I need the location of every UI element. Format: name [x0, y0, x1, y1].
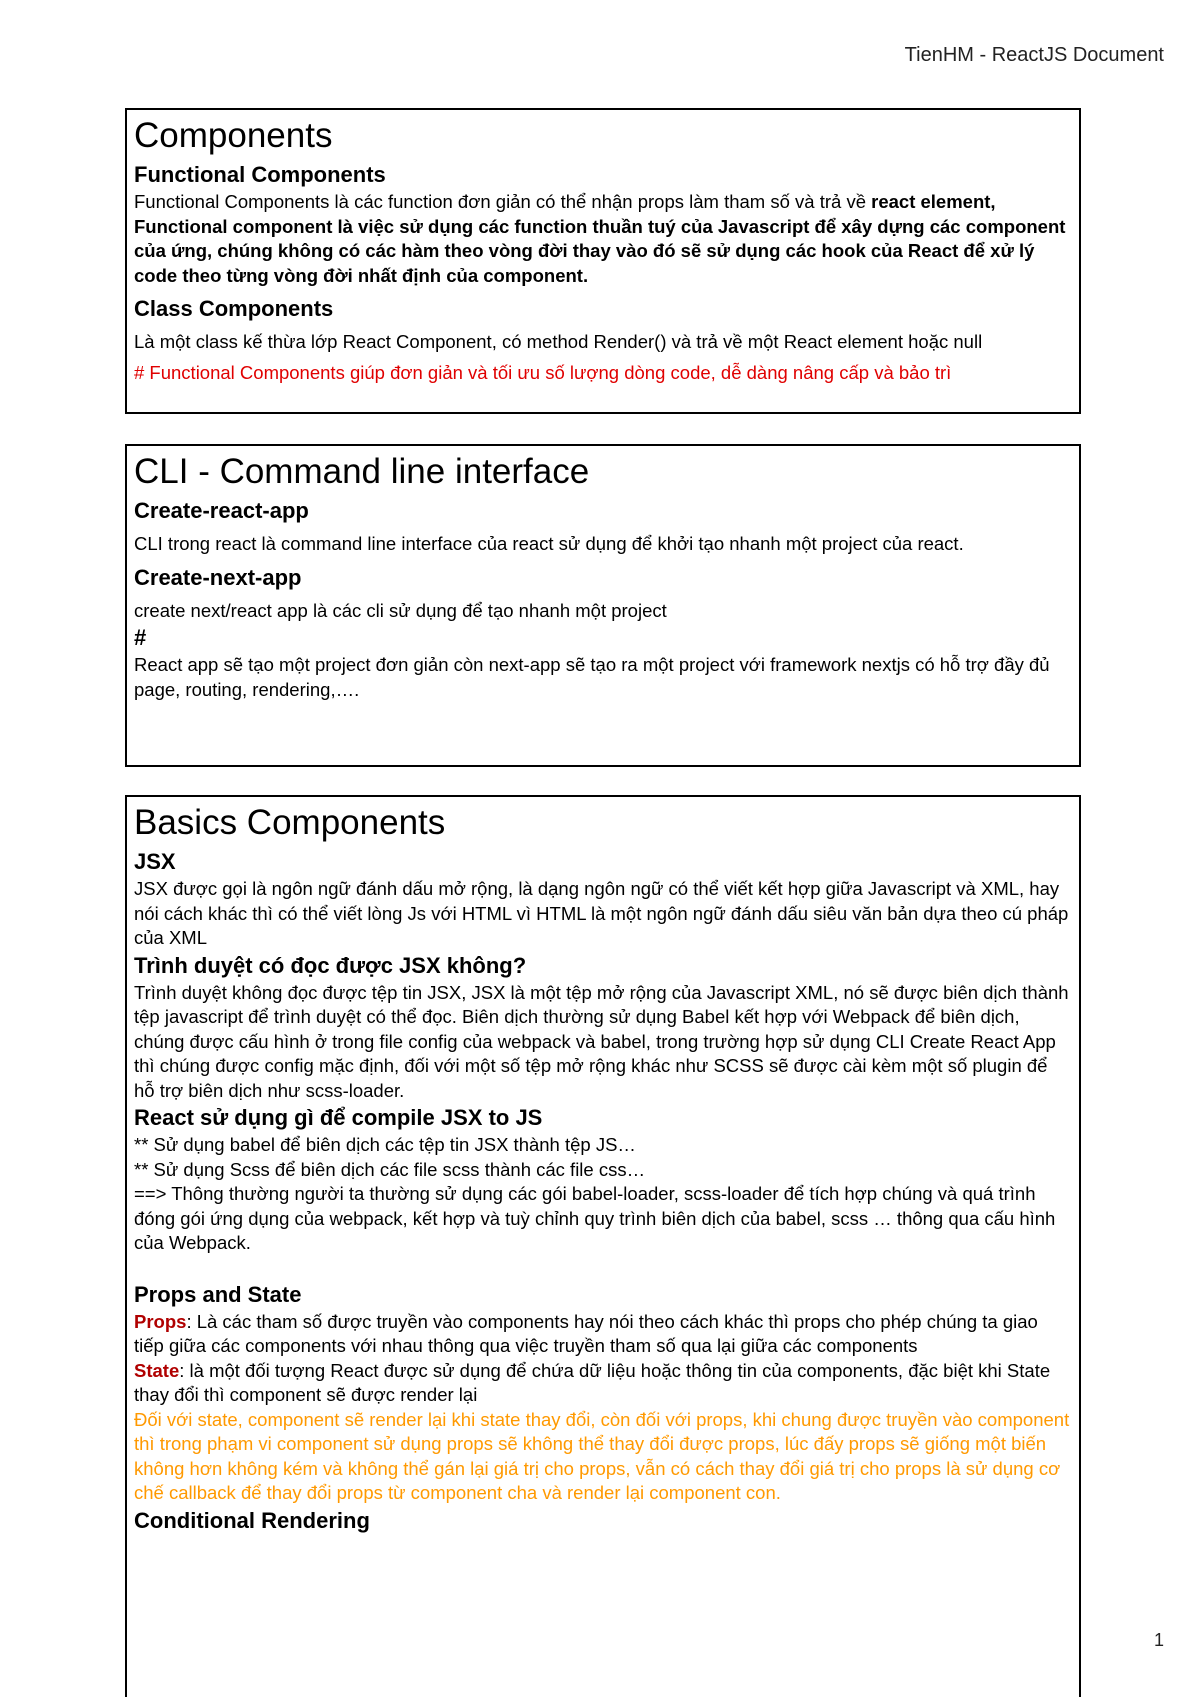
browser-jsx-text: Trình duyệt không đọc được tệp tin JSX, JSX là một tệp mở rộng của Javascript XML, nó sẽ được biên dịch thành tệp javascript để trình duyệt có thể đọc. Biên dịch thường sử dụng Babel kết hợp với Webpack để biên dịch, chúng được cấu hình ở trong file config của webpack và babel, trong trường hợp sử dụng CLI Create React App thì chúng được config mặc định, đối với một số tệp mở rộng khác như SCSS sẽ được cài kèm một số plugin để hỗ trợ biên dịch như scss-loader.: [134, 981, 1069, 1101]
spacer: [134, 1256, 1072, 1280]
props-text: : Là các tham số được truyền vào components hay nói theo cách khác thì props cho phép chúng ta giao tiếp giữa các components với nhau thông qua việc truyền tham số qua lại giữa các components: [134, 1310, 1038, 1356]
jsx-heading: JSX: [134, 849, 176, 874]
browser-jsx-heading: Trình duyệt có đọc được JSX không?: [134, 952, 527, 978]
basics-components-box: [125, 795, 1081, 1697]
functional-components-text: [134, 190, 1072, 288]
basics-title: Basics Components: [134, 803, 446, 842]
cli-note: React app sẽ tạo một project đơn giản còn next-app sẽ tạo ra một project với framework nextjs có hỗ trợ đầy đủ page, routing, rendering,….: [134, 654, 1050, 700]
functional-text-plain: Functional Components là các function đơn giản có thể nhận props làm tham số và trả về: [134, 191, 872, 212]
compile-heading: React sử dụng gì để compile JSX to JS: [134, 1105, 543, 1130]
create-react-app-heading: Create-react-app: [134, 498, 309, 523]
state-text: : là một đối tượng React được sử dụng để chứa dữ liệu hoặc thông tin của components, đặc biệt khi State thay đổi thì component sẽ được render lại: [134, 1359, 1051, 1405]
state-paragraph: [134, 1359, 1072, 1408]
document-header: TienHM - ReactJS Document: [904, 44, 1164, 66]
props-label: Props: [134, 1310, 187, 1332]
cli-title: CLI - Command line interface: [134, 452, 590, 491]
props-paragraph: [134, 1310, 1072, 1359]
create-next-app-text: create next/react app là các cli sử dụng để tạo nhanh một project: [134, 599, 667, 621]
page-number: 1: [1153, 1630, 1164, 1650]
jsx-text: JSX được gọi là ngôn ngữ đánh dấu mở rộng, là dạng ngôn ngữ có thể viết kết hợp giữa Javascript và XML, hay nói cách khác thì có thể viết lòng Js với HTML vì HTML là một ngôn ngữ đánh dấu siêu văn bản dựa theo cú pháp của XML: [134, 878, 1069, 948]
class-components-text: Là một class kế thừa lớp React Component, có method Render() và trả về một React element hoặc null: [134, 331, 983, 352]
state-label: State: [134, 1359, 180, 1381]
create-next-app-heading: Create-next-app: [134, 564, 302, 590]
conditional-rendering-heading: Conditional Rendering: [134, 1507, 370, 1533]
functional-text-bold: react element, Functional component là việc sử dụng các function thuần tuý của Javascript để xây dựng các component của ứng, chúng không có các hàm theo vòng đời thay vào đó sẽ sử dụng các hook của React để xử lý code theo từng vòng đời nhất định của component.: [134, 191, 1066, 286]
props-state-heading: Props and State: [134, 1281, 302, 1307]
components-box: [125, 108, 1081, 414]
cli-box: [125, 444, 1081, 767]
functional-components-heading: Functional Components: [134, 162, 386, 187]
components-title: Components: [134, 116, 333, 155]
create-react-app-text: CLI trong react là command line interface của react sử dụng để khởi tạo nhanh một project của react.: [134, 533, 964, 554]
hash-marker: #: [134, 625, 147, 650]
props-state-note: Đối với state, component sẽ render lại khi state thay đổi, còn đối với props, khi chung được truyền vào component thì trong phạm vi component sử dụng props sẽ không thể thay đổi được props, lúc đấy props sẽ giống một biến không hơn không kém và không thể gán lại giá trị cho props, vẫn có cách thay đổi giá trị cho props là sử dụng cơ chế callback để thay đổi props từ component cha và render lại component con.: [134, 1408, 1070, 1503]
compile-line-3: ==> Thông thường người ta thường sử dụng các gói babel-loader, scss-loader để tích hợp chúng và quá trình đóng gói ứng dụng của webpack, kết hợp và tuỳ chỉnh quy trình biên dịch của babel, scss … thông qua cấu hình của Webpack.: [134, 1183, 1056, 1253]
components-note: # Functional Components giúp đơn giản và tối ưu số lượng dòng code, dễ dàng nâng cấp và bảo trì: [134, 361, 952, 383]
compile-line-2: ** Sử dụng Scss để biên dịch các file scss thành các file css…: [134, 1158, 646, 1180]
compile-line-1: ** Sử dụng babel để biên dịch các tệp tin JSX thành tệp JS…: [134, 1134, 636, 1155]
class-components-heading: Class Components: [134, 296, 334, 321]
